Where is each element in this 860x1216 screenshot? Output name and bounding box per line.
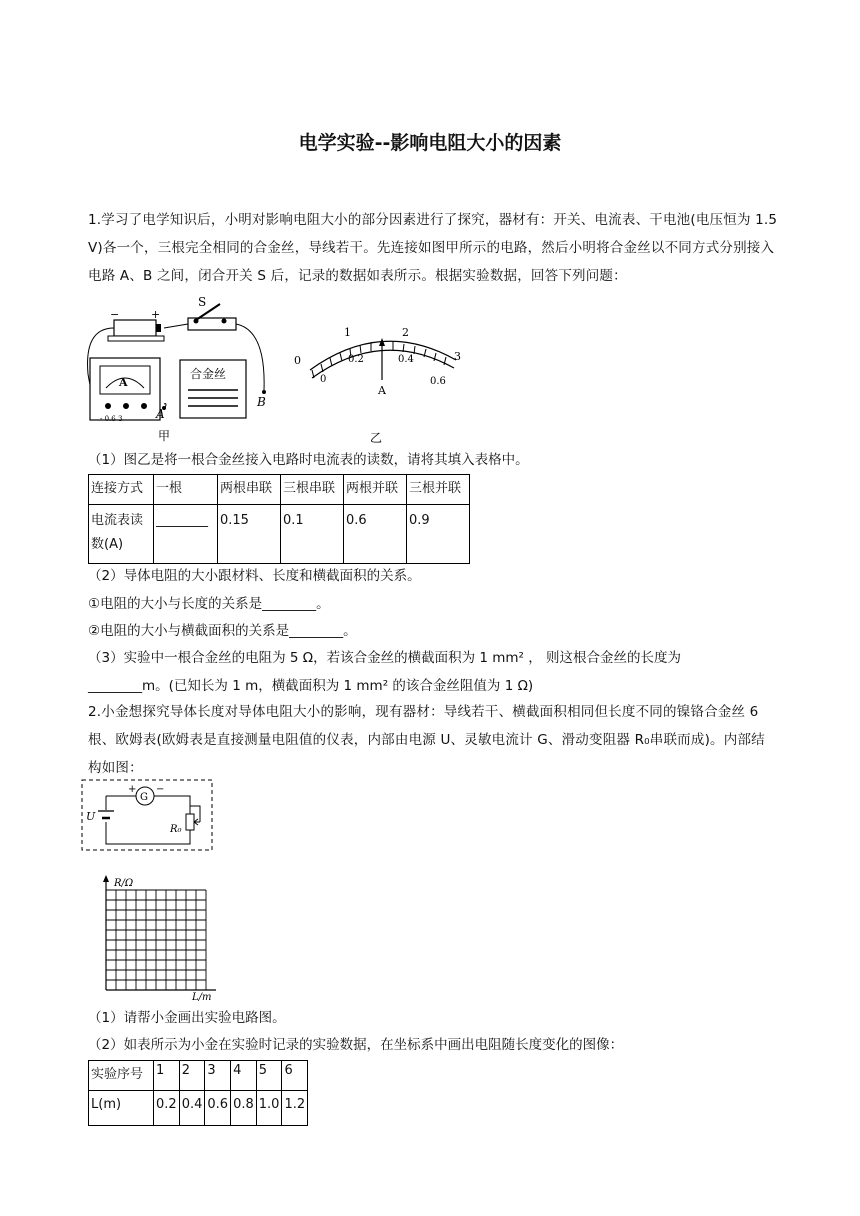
figure-jia-circuit	[84, 294, 284, 444]
table-cell: 0.8	[231, 1091, 257, 1126]
table-cell: 0.6	[344, 505, 407, 564]
battery-icon	[108, 308, 164, 341]
q1-sub2: （2）导体电阻的大小跟材料、长度和横截面积的关系。	[88, 568, 421, 584]
table-row	[89, 1091, 308, 1126]
q1-sub2b: ②电阻的大小与横截面积的关系是________。	[88, 623, 357, 639]
table-cell: 1.0	[256, 1091, 282, 1126]
table-row	[89, 1061, 308, 1091]
q1-sub3-line1: （3）实验中一根合金丝的电阻为 5 Ω，若该合金丝的横截面积为 1 mm² ， 则这根合金丝的长度为	[88, 650, 682, 666]
table-cell: L(m)	[89, 1091, 154, 1126]
graph-ylabel: R/Ω	[114, 878, 134, 889]
table-cell: 4	[231, 1061, 257, 1091]
rheostat-icon	[186, 814, 194, 830]
q2-sub1: （1）请帮小金画出实验电路图。	[88, 1010, 286, 1026]
meter-tick-3-top: 3	[454, 350, 461, 363]
page-title: 电学实验--影响电阻大小的因素	[298, 132, 562, 154]
table-cell: 2	[179, 1061, 205, 1091]
alloy-wire-box	[180, 360, 246, 418]
source-label: U	[86, 810, 96, 823]
ammeter-label: A	[119, 376, 128, 389]
alloy-label: 合金丝	[190, 367, 227, 381]
table-cell: 1	[154, 1061, 180, 1091]
figure-jia-caption: 甲	[158, 429, 171, 443]
meter-tick-0-bottom: 0	[320, 374, 327, 385]
q1-sub1: （1）图乙是将一根合金丝接入电路时电流表的读数，请将其填入表格中。	[88, 452, 529, 468]
table-cell: 3	[205, 1061, 231, 1091]
figure-yi-caption: 乙	[370, 431, 383, 445]
point-b-label: B	[257, 395, 266, 409]
meter-tick-06-bottom: 0.6	[430, 376, 446, 387]
table-cell: 实验序号	[89, 1061, 154, 1091]
table-cell: 电流表读数(A)	[89, 505, 154, 564]
svg-text:−: −	[110, 308, 120, 321]
meter-tick-02-bottom: 0.2	[348, 354, 364, 365]
meter-tick-0-top: 0	[294, 354, 301, 367]
q1-current-table	[88, 474, 470, 564]
meter-tick-2-top: 2	[402, 326, 409, 339]
meter-tick-04-bottom: 0.4	[398, 354, 414, 365]
ammeter-range: - 0.6 3	[100, 415, 123, 423]
ohmmeter-circuit	[80, 778, 216, 854]
meter-tick-1-top: 1	[344, 326, 351, 339]
table-cell: 两根串联	[218, 475, 281, 505]
q2-length-table	[88, 1060, 308, 1126]
q1-intro: 1.学习了电学知识后，小明对影响电阻大小的部分因素进行了探究，器材有：开关、电流表、干电池(电压恒为 1.5 V)各一个，三根完全相同的合金丝，导线若干。先连接如图甲所示的电路，然后小明将合金丝以不同方式分别接入电路 A、B 之间，闭合开关 S 后，记录的数据如表所示。根据实验数据，回答下列问题：	[88, 212, 778, 284]
answer-blank: ________	[154, 505, 218, 564]
q1-sub2a: ①电阻的大小与长度的关系是________。	[88, 596, 330, 612]
table-cell: 5	[256, 1061, 282, 1091]
point-a-label: A	[156, 407, 165, 421]
q2-intro: 2.小金想探究导体长度对导体电阻大小的影响，现有器材：导线若干、横截面积相同但长度不同的镍铬合金丝 6 根、欧姆表(欧姆表是直接测量电阻值的仪表，内部由电源 U、灵敏电流计 G、滑动变阻器 R₀串联而成)。内部结构如图：	[88, 704, 765, 776]
table-cell: 0.4	[179, 1091, 205, 1126]
rheostat-label: R₀	[170, 824, 182, 835]
q2-sub2: （2）如表所示为小金在实验时记录的实验数据，在坐标系中画出电阻随长度变化的图像：	[88, 1037, 624, 1053]
q1-sub3-line2: ________m。(已知长为 1 m，横截面积为 1 mm² 的该合金丝阻值为 1 Ω)	[88, 678, 534, 694]
table-cell: 0.1	[281, 505, 344, 564]
table-cell: 0.6	[205, 1091, 231, 1126]
table-cell: 两根并联	[344, 475, 407, 505]
switch-icon	[188, 295, 236, 330]
table-cell: 0.9	[407, 505, 470, 564]
table-cell: 三根并联	[407, 475, 470, 505]
table-row	[89, 505, 470, 564]
graph-xlabel: L/m	[192, 992, 212, 1002]
table-cell: 连接方式	[89, 475, 154, 505]
table-cell: 0.15	[218, 505, 281, 564]
table-cell: 1.2	[282, 1091, 308, 1126]
galvanometer-minus: −	[156, 784, 165, 795]
table-cell: 6	[282, 1061, 308, 1091]
table-row	[89, 475, 470, 505]
svg-text:+: +	[151, 308, 161, 321]
meter-needle-label: A	[378, 384, 386, 397]
ammeter-icon	[90, 358, 160, 423]
switch-label: S	[198, 295, 207, 309]
resistance-length-grid	[94, 872, 218, 1002]
table-cell: 一根	[154, 475, 218, 505]
galvanometer-label: G	[140, 792, 148, 803]
table-cell: 三根串联	[281, 475, 344, 505]
galvanometer-plus: +	[128, 784, 137, 795]
figure-yi-meter	[288, 318, 478, 446]
table-cell: 0.2	[154, 1091, 180, 1126]
